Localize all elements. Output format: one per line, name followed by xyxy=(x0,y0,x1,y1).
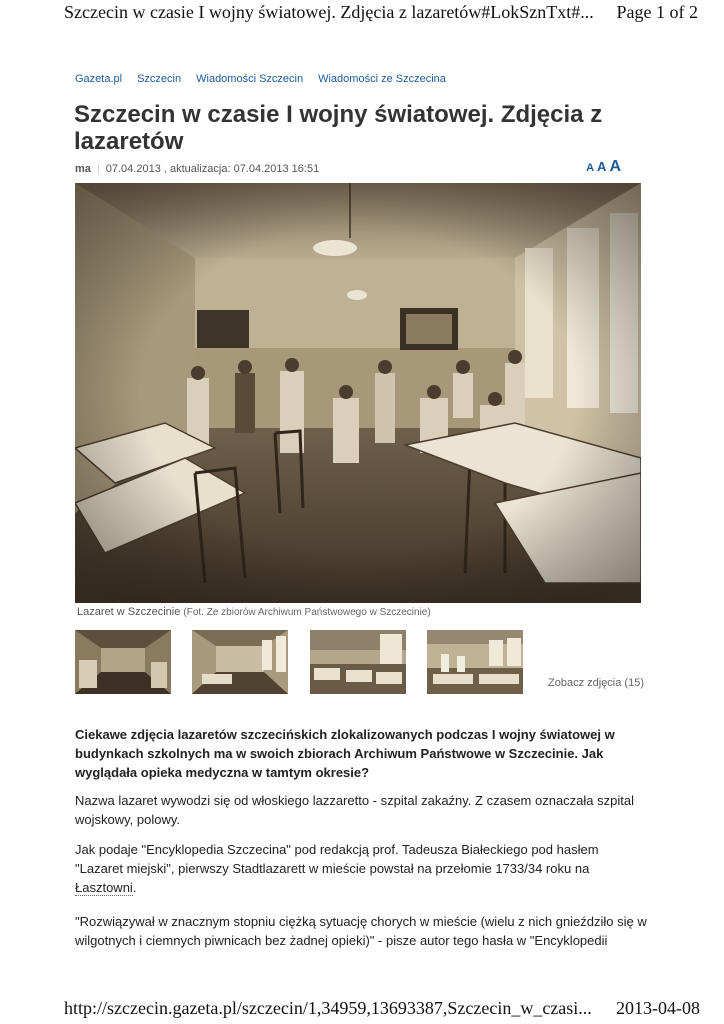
gallery-thumbnail[interactable] xyxy=(310,630,406,694)
print-footer-date: 2013-04-08 xyxy=(616,998,700,1018)
photo-credit: (Fot. Ze zbiorów Archiwum Państwowego w Szczecinie) xyxy=(183,607,431,618)
print-footer xyxy=(0,998,724,1024)
breadcrumb-item-wiadomosci-szczecin[interactable]: Wiadomości Szczecin xyxy=(196,73,304,85)
article-paragraph: "Rozwiązywał w znacznym stopniu ciężką sytuację chorych w mieście (wielu z nich gnieździło się w wilgotnych i ciemnych piwnicach bez żadnej opieki)" - pisze autor tego hasła w "Encyklopedii xyxy=(75,914,647,948)
gallery-thumbnail[interactable] xyxy=(75,630,171,694)
font-size-controls xyxy=(586,158,621,176)
meta-divider: | xyxy=(96,163,100,175)
breadcrumb xyxy=(75,73,446,85)
photo-caption-text: Lazaret w Szczecinie xyxy=(77,606,181,618)
article-author: ma xyxy=(75,163,91,175)
article-paragraph-text: Jak podaje "Encyklopedia Szczecina" pod redakcją prof. Tadeusza Białeckiego pod hasłem "Lazaret miejski", pierwszy Stadtlazarett w mieście powstał na przełomie 1733/34 roku na xyxy=(75,842,599,876)
photo-caption xyxy=(77,606,431,618)
font-size-large-button[interactable]: A xyxy=(609,158,621,175)
thumbnail-image xyxy=(192,630,288,694)
article-paragraph: Nazwa lazaret wywodzi się od włoskiego lazzaretto - szpital zakaźny. Z czasem oznaczała szpital wojskowy, polowy. xyxy=(75,793,634,827)
main-photo[interactable] xyxy=(75,183,641,603)
thumbnail-image xyxy=(427,630,523,694)
breadcrumb-item-szczecin[interactable]: Szczecin xyxy=(137,73,182,85)
print-footer-url: http://szczecin.gazeta.pl/szczecin/1,34959,13693387,Szczecin_w_czasi... xyxy=(64,998,592,1018)
breadcrumb-item-wiadomosci-ze-szczecina[interactable]: Wiadomości ze Szczecina xyxy=(318,73,446,85)
font-size-small-button[interactable]: A xyxy=(586,162,595,174)
article-date: 07.04.2013 , aktualizacja: 07.04.2013 16:51 xyxy=(105,163,320,175)
thumbnail-image xyxy=(310,630,406,694)
article-paragraph-end: . xyxy=(132,880,137,895)
thumbnail-image xyxy=(75,630,171,694)
lasztownia-link[interactable]: Łasztowni xyxy=(75,880,133,895)
print-header xyxy=(0,0,724,26)
hospital-ward-photo xyxy=(75,183,641,603)
gallery-thumbnail[interactable] xyxy=(427,630,523,694)
see-photos-link[interactable]: Zobacz zdjęcia (15) xyxy=(548,677,644,689)
print-header-page-number: Page 1 of 2 xyxy=(616,2,698,22)
article-lead: Ciekawe zdjęcia lazaretów szczecińskich zlokalizowanych podczas I wojny światowej w budynkach szkolnych ma w swoich zbiorach Archiwum Państwowe w Szczecinie. Jak wyglądała opieka medyczna w tamtym okresie? xyxy=(75,727,615,780)
breadcrumb-item-gazeta[interactable]: Gazeta.pl xyxy=(75,73,123,85)
article-paragraph xyxy=(75,840,650,897)
font-size-medium-button[interactable]: A xyxy=(597,159,607,174)
article-title: Szczecin w czasie I wojny światowej. Zdjęcia z lazaretów xyxy=(74,101,603,155)
gallery-thumbnail[interactable] xyxy=(192,630,288,694)
print-header-title: Szczecin w czasie I wojny światowej. Zdjęcia z lazaretów#LokSznTxt#... xyxy=(64,2,594,22)
article-meta xyxy=(75,163,319,175)
